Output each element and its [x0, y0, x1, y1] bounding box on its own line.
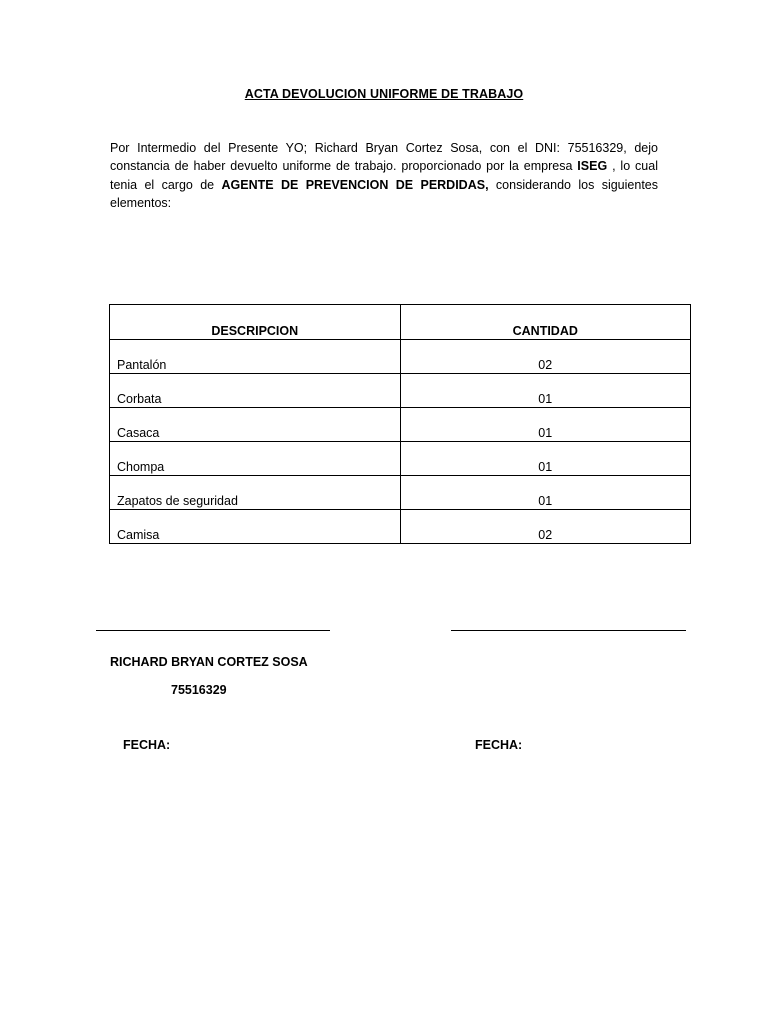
table-row [110, 340, 691, 374]
document-title: ACTA DEVOLUCION UNIFORME DE TRABAJO [244, 87, 524, 101]
date-label-left: FECHA: [123, 738, 171, 752]
signer-name: RICHARD BRYAN CORTEZ SOSA [110, 655, 308, 669]
item-quantity: 01 [400, 442, 690, 476]
table-row [110, 510, 691, 544]
column-header-description: DESCRIPCION [110, 305, 401, 340]
table-row [110, 442, 691, 476]
item-quantity: 02 [400, 510, 690, 544]
signature-line-left [96, 630, 330, 631]
item-description: Zapatos de seguridad [110, 476, 401, 510]
item-quantity: 01 [400, 476, 690, 510]
table-header-row [110, 305, 691, 340]
intro-text-part2: , lo cual tenia el cargo de [110, 159, 658, 192]
table-row [110, 476, 691, 510]
uniform-items-table [109, 304, 691, 544]
column-header-quantity: CANTIDAD [400, 305, 690, 340]
item-description: Camisa [110, 510, 401, 544]
item-description: Corbata [110, 374, 401, 408]
company-name: ISEG [577, 159, 608, 174]
date-label-right: FECHA: [475, 738, 523, 752]
item-description: Casaca [110, 408, 401, 442]
item-description: Chompa [110, 442, 401, 476]
position-name: AGENTE DE PREVENCION DE PERDIDAS, [221, 177, 489, 192]
item-quantity: 02 [400, 340, 690, 374]
item-description: Pantalón [110, 340, 401, 374]
item-quantity: 01 [400, 374, 690, 408]
signature-line-right [451, 630, 686, 631]
table-row [110, 374, 691, 408]
signer-dni: 75516329 [171, 683, 227, 697]
table-row [110, 408, 691, 442]
intro-text-part3: considerando los siguientes elementos: [110, 177, 658, 210]
intro-paragraph [110, 139, 658, 212]
intro-text-part1: Por Intermedio del Presente YO; Richard Bryan Cortez Sosa, con el DNI: 75516329, dejo constancia de haber devuelto uniforme de trabajo. proporcionado por la empresa [110, 141, 658, 174]
item-quantity: 01 [400, 408, 690, 442]
